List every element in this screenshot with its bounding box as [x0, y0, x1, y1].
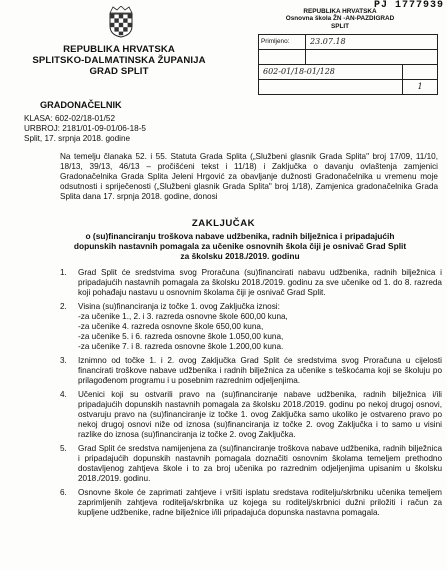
item-number: 1. [60, 268, 67, 277]
stamp-row-label: Primljeno: [259, 35, 306, 49]
item-text: Učenici koji su ostvarili pravo na (su)financiranje nabave udžbenika, radnih bilježnica i/ili pripadajućih dopunskih nastavnih pomagala za školsku 2018./2019. godinu po nekoj drugoj osnovi, ostvaruju pravo na (su)financiranje iz točke 1. ovog Zaključka samo ukoliko je ostvareno pravo po nekoj drugoj osnovi niže od iznosa (su)financiranja iz točke 2. ovog Zaključka i to samo u visini razlike do iznosa (su)financiranja iz točke 2. ovog Zaključka. [78, 390, 442, 439]
decision-item [60, 356, 442, 386]
header-line-2: SPLITSKO-DALMATINSKA ŽUPANIJA [32, 55, 206, 66]
item-number: 3. [60, 356, 67, 365]
amount-line: -za učenike 4. razreda osnovne škole 650,00 kuna, [78, 322, 264, 331]
stamp-line-3: SPLIT [330, 22, 350, 30]
croatian-coat-of-arms-icon [108, 6, 134, 38]
decision-item [60, 390, 442, 440]
urbroj: URBROJ: 2181/01-09-01/06-18-5 [24, 124, 146, 133]
decision-item [60, 444, 442, 484]
amount-line: -za učenike 5. i 6. razreda osnovne škole 1.050,00 kuna, [78, 332, 284, 341]
serial-number: PJ 1777939 [373, 0, 444, 11]
stamp-line-2: Osnovna škola ŽN -AN-PAZDIGRAD [285, 15, 395, 23]
stamp-row [258, 65, 438, 80]
stamp-row-extra [402, 65, 437, 79]
item-text: Grad Split će sredstva namijenjena za (su)financiranje troškova nabave udžbenika, radnih bilježnica i pripadajućih dopunskih nastavnih pomagala doznačiti osnovnim školama temeljem prethodno dostavljenog zahtjeva škole i to za broj učenika po razrednim odjeljenjima upisanim u školsku 2018./2019. godinu. [78, 444, 442, 483]
item-body [78, 302, 442, 352]
stamp-row [258, 50, 438, 65]
received-stamp [240, 8, 440, 94]
item-text: Grad Split će sredstvima svog Proračuna (su)financirati nabavu udžbenika, radnih bilježnica i pripadajućih nastavnih pomagala za školsku 2018./2019. godinu za sve učenike od 1. do 8. razreda koji pohađaju nastavu u osnovnim školama čiji je osnivač Grad Split. [78, 268, 442, 297]
stamp-row-label [259, 50, 306, 64]
issuer-header [14, 44, 224, 77]
stamp-grid [258, 34, 438, 95]
legal-basis-paragraph: Na temelju članaka 52. i 55. Statuta Grada Splita („Službeni glasnik Grada Splita" broj 17/09, 11/10, 18/13, 39/13, 46/13 – pročišćeni tekst i 11/18) i Zaključka o davanju ovlaštenja zamjenici Gradonačelnika Grada Splita Jeleni Hrgović za obavljanje dužnosti Gradonačelnika u vremenu moje odsutnosti i spriječenosti („Službeni glasnik Grada Splita" broj 1/18), Zamjenica gradonačelnika Grada Splita dana 17. srpnja 2018. godine, donosi [60, 152, 438, 201]
item-text: Iznimno od točke 1. i 2. ovog Zaključka Grad Split će sredstvima svog Proračuna u cijelosti financirati troškove nabave udžbenika i radnih bilježnica za učenike s teškoćama koji se školuju po prilagođenom programu i u posebnim razrednim odjeljenjima. [78, 356, 442, 385]
decision-item [60, 268, 442, 298]
header-line-1: REPUBLIKA HRVATSKA [63, 44, 175, 55]
klasa: KLASA: 602-02/18-01/52 [24, 114, 116, 123]
decision-item [60, 488, 442, 518]
item-number: 4. [60, 390, 67, 399]
stamp-row [258, 80, 438, 95]
header-line-3: GRAD SPLIT [89, 66, 149, 77]
stamp-row [258, 34, 438, 50]
stamp-row-handwriting: 23.07.18 [310, 37, 346, 46]
stamp-header [240, 8, 440, 30]
item-number: 5. [60, 444, 67, 453]
stamp-row-extra: 1 [402, 80, 437, 94]
document-reference [24, 114, 146, 144]
amount-line: -za učenike 7. i 8. razreda osnovne škole 1.200,00 kuna. [78, 342, 284, 351]
decision-items [60, 268, 442, 522]
stamp-row-handwriting [259, 80, 402, 94]
decision-item [60, 302, 442, 352]
stamp-line-1: REPUBLIKA HRVATSKA [303, 8, 377, 15]
item-number: 2. [60, 302, 67, 311]
amount-list [78, 312, 442, 352]
document-title: ZAKLJUČAK [191, 218, 256, 229]
amount-line: -za učenike 1., 2. i 3. razreda osnovne škole 600,00 kuna, [78, 312, 288, 321]
item-number: 6. [60, 488, 67, 497]
item-text: Osnovne škole će zaprimati zahtjeve i vršiti isplatu sredstava roditelju/skrbniku učenika temeljem zaprimljenih zahtjeva roditelja/skrbnika uz kojega su roditelj/skrbnici dužni priložiti i račun za kupljene udžbenike, radne bilježnice i/ili pripadajuća dopunska nastavna pomagala. [78, 488, 442, 517]
stamp-row-handwriting [306, 50, 437, 64]
place-date: Split, 17. srpnja 2018. godine [24, 134, 131, 143]
stamp-row-handwriting: 602-01/18-01/128 [263, 67, 335, 76]
item-text: Visina (su)financiranja iz točke 1. ovog Zaključka iznosi: [78, 302, 280, 311]
document-subtitle: o (su)financiranju troškova nabave udžbenika, radnih bilježnica i pripadajućih dopunskih nastavnih pomagala za učenike osnovnih škola čiji je osnivač Grad Split za školsku 2018./2019. godinu [73, 231, 407, 261]
office-title: GRADONAČELNIK [40, 100, 122, 110]
